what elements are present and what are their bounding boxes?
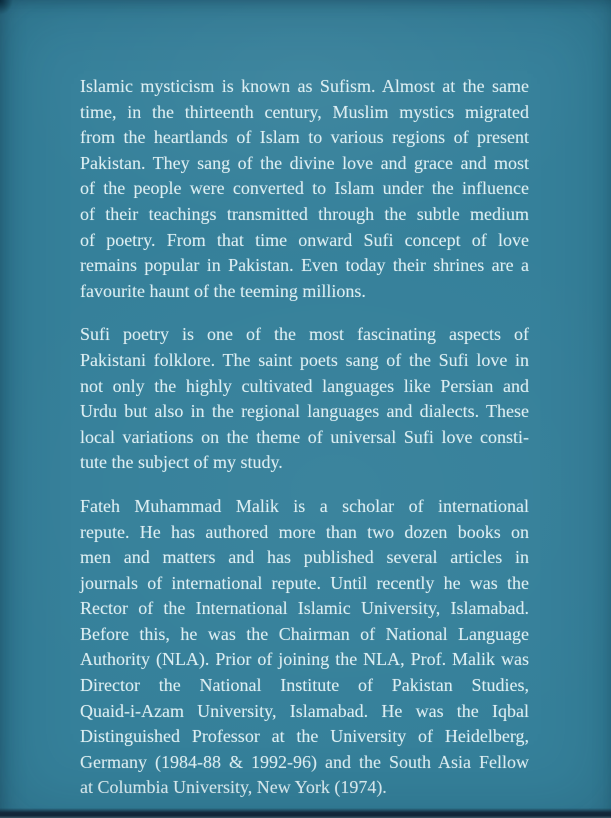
paragraph [80,322,529,476]
text-line: repute. He has authored more than two dozen books on [80,521,529,542]
text-line: remains popular in Pakistan. Even today their shrines are a [80,255,529,276]
text-line: Authority (NLA). Prior of joining the NLA, Prof. Malik was [80,649,529,670]
page-bottom-edge-shadow [0,808,611,818]
text-line: from the heartlands of Islam to various regions of present [80,127,529,148]
text-line: men and matters and has published several articles in [80,547,529,568]
text-line: Islamic mysticism is known as Sufism. Almost at the same [80,76,529,96]
text-line: of the people were converted to Islam under the influence [80,178,529,199]
text-line: of poetry. From that time onward Sufi concept of love [80,229,529,250]
text-line: favourite haunt of the teeming millions. [80,280,366,301]
photo-corner-artifact [0,0,13,15]
text-line: Pakistani folklore. The saint poets sang of the Sufi love in [80,349,529,370]
text-line: Fateh Muhammad Malik is a scholar of international [80,495,529,516]
text-line: Germany (1984-88 & 1992-96) and the South Asia Fellow [80,751,529,772]
text-line: not only the highly cultivated languages like Persian and [80,375,529,396]
text-line: journals of international repute. Until recently he was the [80,572,529,593]
text-line: tute the subject of my study. [80,452,283,473]
text-line: Director the National Institute of Pakistan Studies, [80,675,529,696]
text-line: at Columbia University, New York (1974). [80,777,387,798]
text-line: Urdu but also in the regional languages and dialects. These [80,401,529,422]
paragraph [80,74,529,304]
text-line: time, in the thirteenth century, Muslim mystics migrated [80,101,529,122]
page-text [80,74,529,801]
text-line: of their teachings transmitted through the subtle medium [80,203,529,224]
paragraph [80,494,529,801]
text-line: Rector of the International Islamic University, Islamabad. [80,598,529,619]
text-line: Quaid-i-Azam University, Islamabad. He was the Iqbal [80,700,529,721]
text-line: Pakistan. They sang of the divine love and grace and most [80,152,529,173]
text-line: local variations on the theme of universal Sufi love consti- [80,426,529,447]
text-line: Before this, he was the Chairman of National Language [80,623,529,644]
text-line: Distinguished Professor at the University of Heidelberg, [80,726,529,747]
text-line: Sufi poetry is one of the most fascinating aspects of [80,324,529,345]
